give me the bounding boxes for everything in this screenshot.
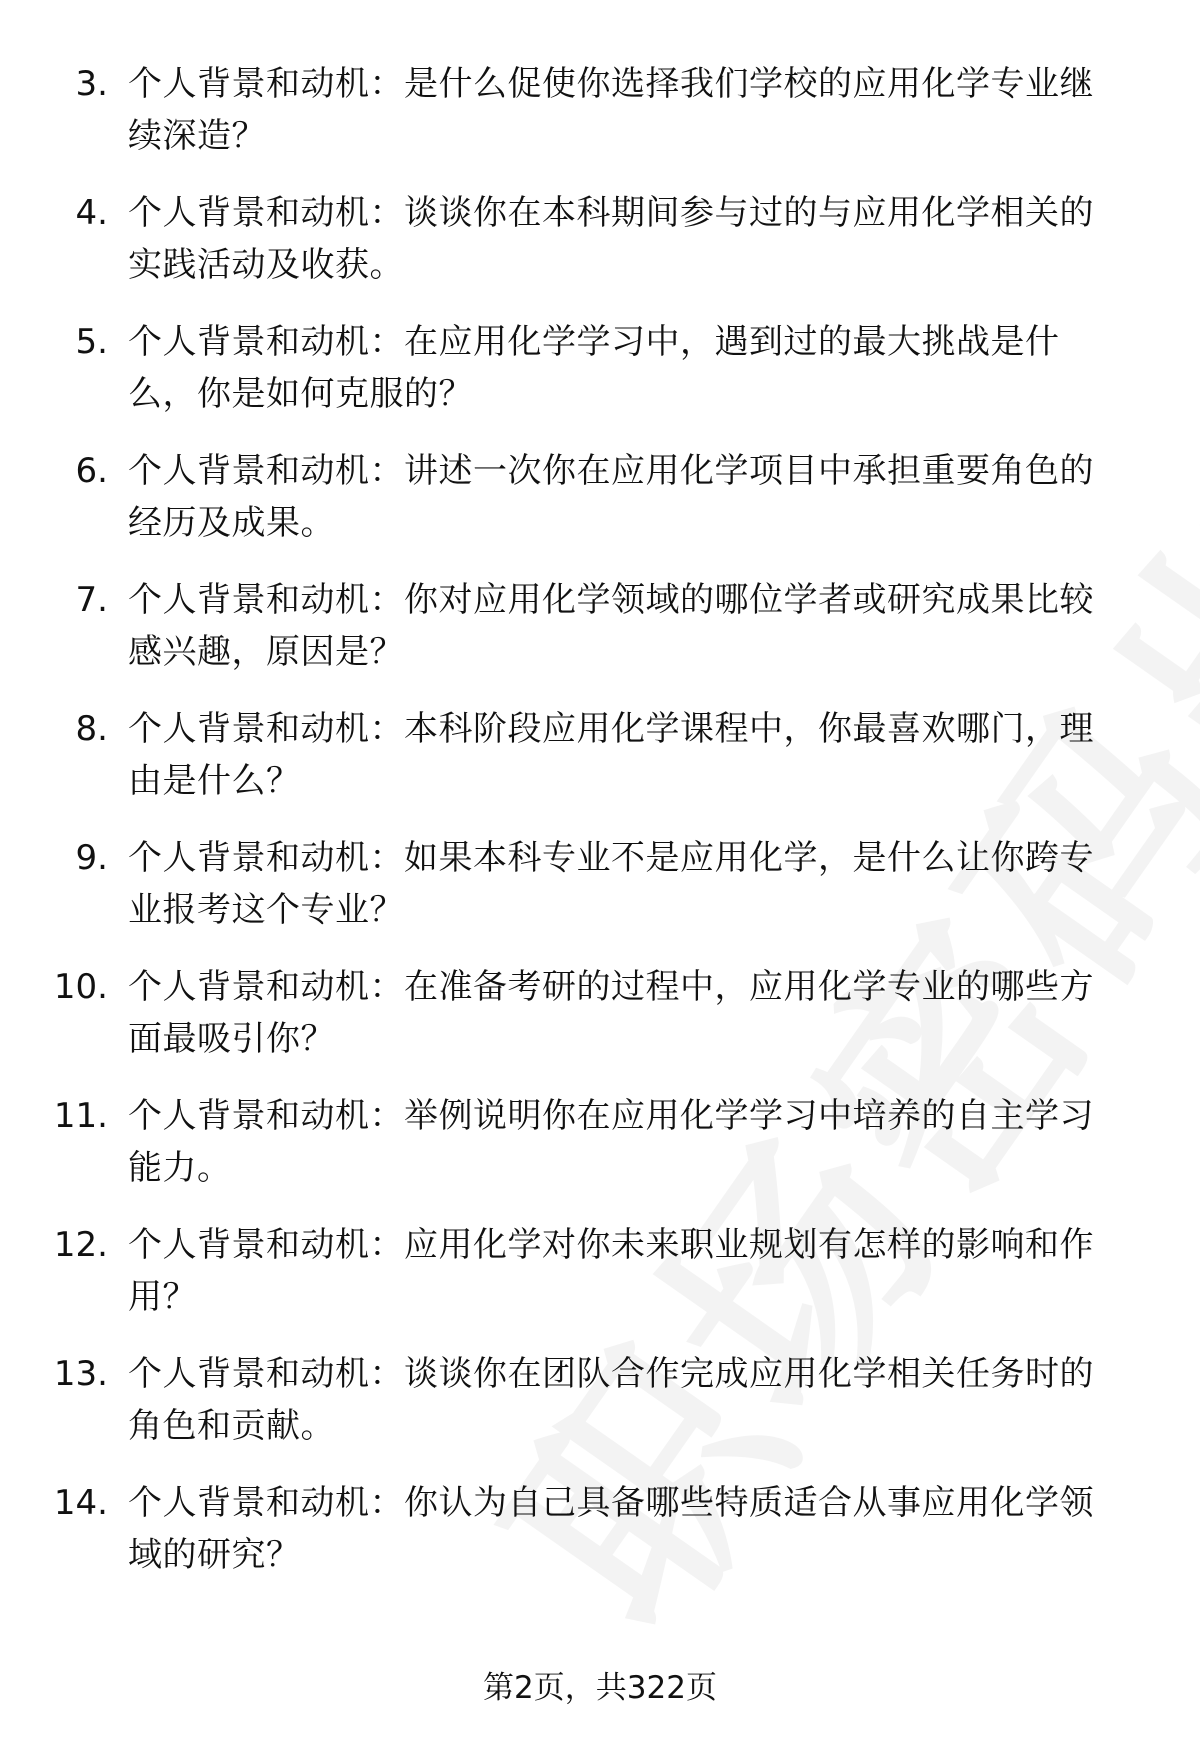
question-text: 个人背景和动机：你对应用化学领域的哪位学者或研究成果比较感兴趣，原因是？ [128, 580, 1094, 672]
question-number: 5. [75, 322, 108, 362]
question-number: 14. [53, 1483, 108, 1523]
question-text: 个人背景和动机：讲述一次你在应用化学项目中承担重要角色的经历及成果。 [128, 451, 1094, 543]
list-item [0, 1090, 1200, 1207]
list-item [0, 58, 1200, 175]
question-number: 11. [53, 1096, 108, 1136]
list-item [0, 832, 1200, 949]
list-item [0, 316, 1200, 433]
list-item [0, 1219, 1200, 1336]
question-number: 13. [53, 1354, 108, 1394]
question-text: 个人背景和动机：谈谈你在本科期间参与过的与应用化学相关的实践活动及收获。 [128, 193, 1094, 285]
question-number: 10. [53, 967, 108, 1007]
list-item [0, 445, 1200, 562]
question-text: 个人背景和动机：你认为自己具备哪些特质适合从事应用化学领域的研究？ [128, 1483, 1094, 1575]
question-list [0, 58, 1200, 1606]
question-text: 个人背景和动机：举例说明你在应用化学学习中培养的自主学习能力。 [128, 1096, 1094, 1188]
question-text: 个人背景和动机：本科阶段应用化学课程中，你最喜欢哪门，理由是什么？ [128, 709, 1094, 801]
list-item [0, 1348, 1200, 1465]
question-number: 6. [75, 451, 108, 491]
question-text: 个人背景和动机：在应用化学学习中，遇到过的最大挑战是什么，你是如何克服的？ [128, 322, 1060, 414]
question-text: 个人背景和动机：在准备考研的过程中，应用化学专业的哪些方面最吸引你？ [128, 967, 1094, 1059]
question-number: 9. [75, 838, 108, 878]
list-item [0, 574, 1200, 691]
question-number: 8. [75, 709, 108, 749]
question-number: 3. [75, 64, 108, 104]
list-item [0, 1477, 1200, 1594]
question-text: 个人背景和动机：谈谈你在团队合作完成应用化学相关任务时的角色和贡献。 [128, 1354, 1094, 1446]
list-item [0, 187, 1200, 304]
question-text: 个人背景和动机：应用化学对你未来职业规划有怎样的影响和作用？ [128, 1225, 1094, 1317]
question-text: 个人背景和动机：是什么促使你选择我们学校的应用化学专业继续深造？ [128, 64, 1094, 156]
list-item [0, 961, 1200, 1078]
question-text: 个人背景和动机：如果本科专业不是应用化学，是什么让你跨专业报考这个专业？ [128, 838, 1094, 930]
question-number: 4. [75, 193, 108, 233]
question-number: 12. [53, 1225, 108, 1265]
list-item [0, 703, 1200, 820]
page-number-footer: 第2页，共322页 [483, 1670, 717, 1706]
question-number: 7. [75, 580, 108, 620]
